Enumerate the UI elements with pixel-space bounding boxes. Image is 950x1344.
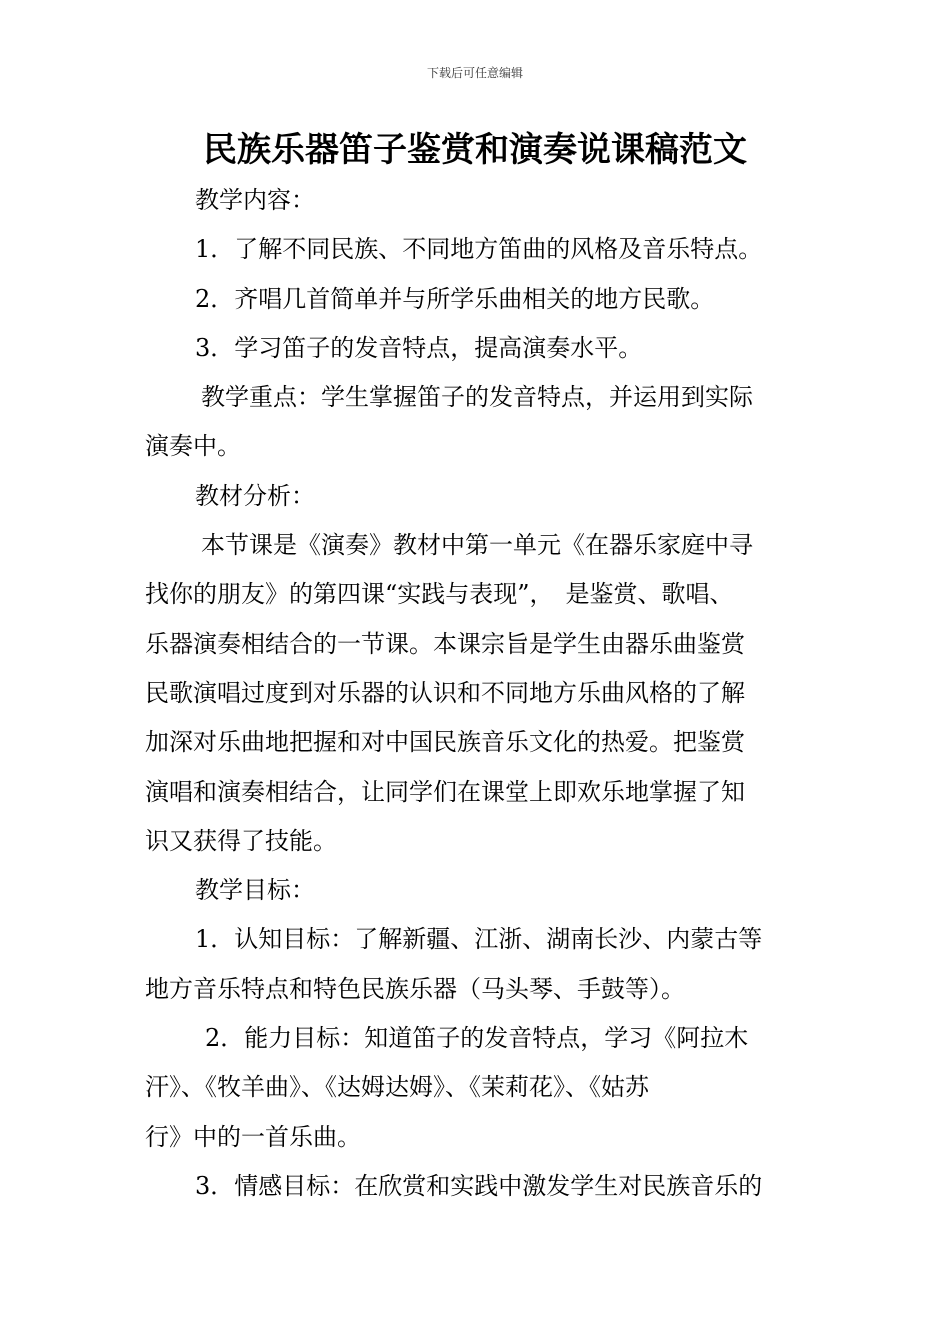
analysis-line-4: 民歌演唱过度到对乐器的认识和不同地方乐曲风格的了解	[145, 678, 745, 707]
goal-1-line-2: 地方音乐特点和特色民族乐器（马头琴、手鼓等）。	[145, 974, 685, 1003]
section-heading-analysis: 教材分析：	[195, 481, 315, 510]
section-heading-content: 教学内容：	[195, 186, 315, 214]
content-item-1: 1．了解不同民族、不同地方笛曲的风格及音乐特点。	[195, 235, 763, 264]
document-title: 民族乐器笛子鉴赏和演奏说课稿范文	[203, 130, 747, 170]
analysis-line-1: 本节课是《演奏》教材中第一单元《在器乐家庭中寻	[201, 531, 753, 560]
goal-2-line-3: 行》中的一首乐曲。	[145, 1122, 361, 1151]
section-heading-goals: 教学目标：	[195, 876, 315, 905]
analysis-line-2: 找你的朋友》的第四课“实践与表现”， 是鉴赏、歌唱、	[145, 580, 734, 609]
document-body	[145, 176, 807, 1211]
content-item-2: 2．齐唱几首简单并与所学乐曲相关的地方民歌。	[195, 284, 715, 313]
key-points-line-1: 教学重点：学生掌握笛子的发音特点，并运用到实际	[201, 383, 753, 412]
analysis-line-5: 加深对乐曲地把握和对中国民族音乐文化的热爱。把鉴赏	[145, 728, 745, 757]
goal-2-line-1: 2．能力目标：知道笛子的发音特点，学习《阿拉木	[205, 1024, 749, 1053]
analysis-line-3: 乐器演奏相结合的一节课。本课宗旨是学生由器乐曲鉴赏	[145, 629, 745, 658]
header-note: 下载后可任意编辑	[426, 66, 523, 80]
goal-2-line-2: 汗》、《牧羊曲》、《达姆达姆》、《茉莉花》、《姑苏	[145, 1073, 649, 1102]
key-points-line-2: 演奏中。	[145, 432, 241, 461]
goal-3-line-1: 3．情感目标：在欣赏和实践中激发学生对民族音乐的	[195, 1171, 763, 1200]
analysis-line-7: 识又获得了技能。	[145, 826, 337, 855]
goal-1-line-1: 1．认知目标：了解新疆、江浙、湖南长沙、内蒙古等	[195, 925, 763, 954]
analysis-line-6: 演唱和演奏相结合，让同学们在课堂上即欢乐地掌握了知	[145, 777, 745, 806]
content-item-3: 3．学习笛子的发音特点，提高演奏水平。	[195, 333, 643, 362]
